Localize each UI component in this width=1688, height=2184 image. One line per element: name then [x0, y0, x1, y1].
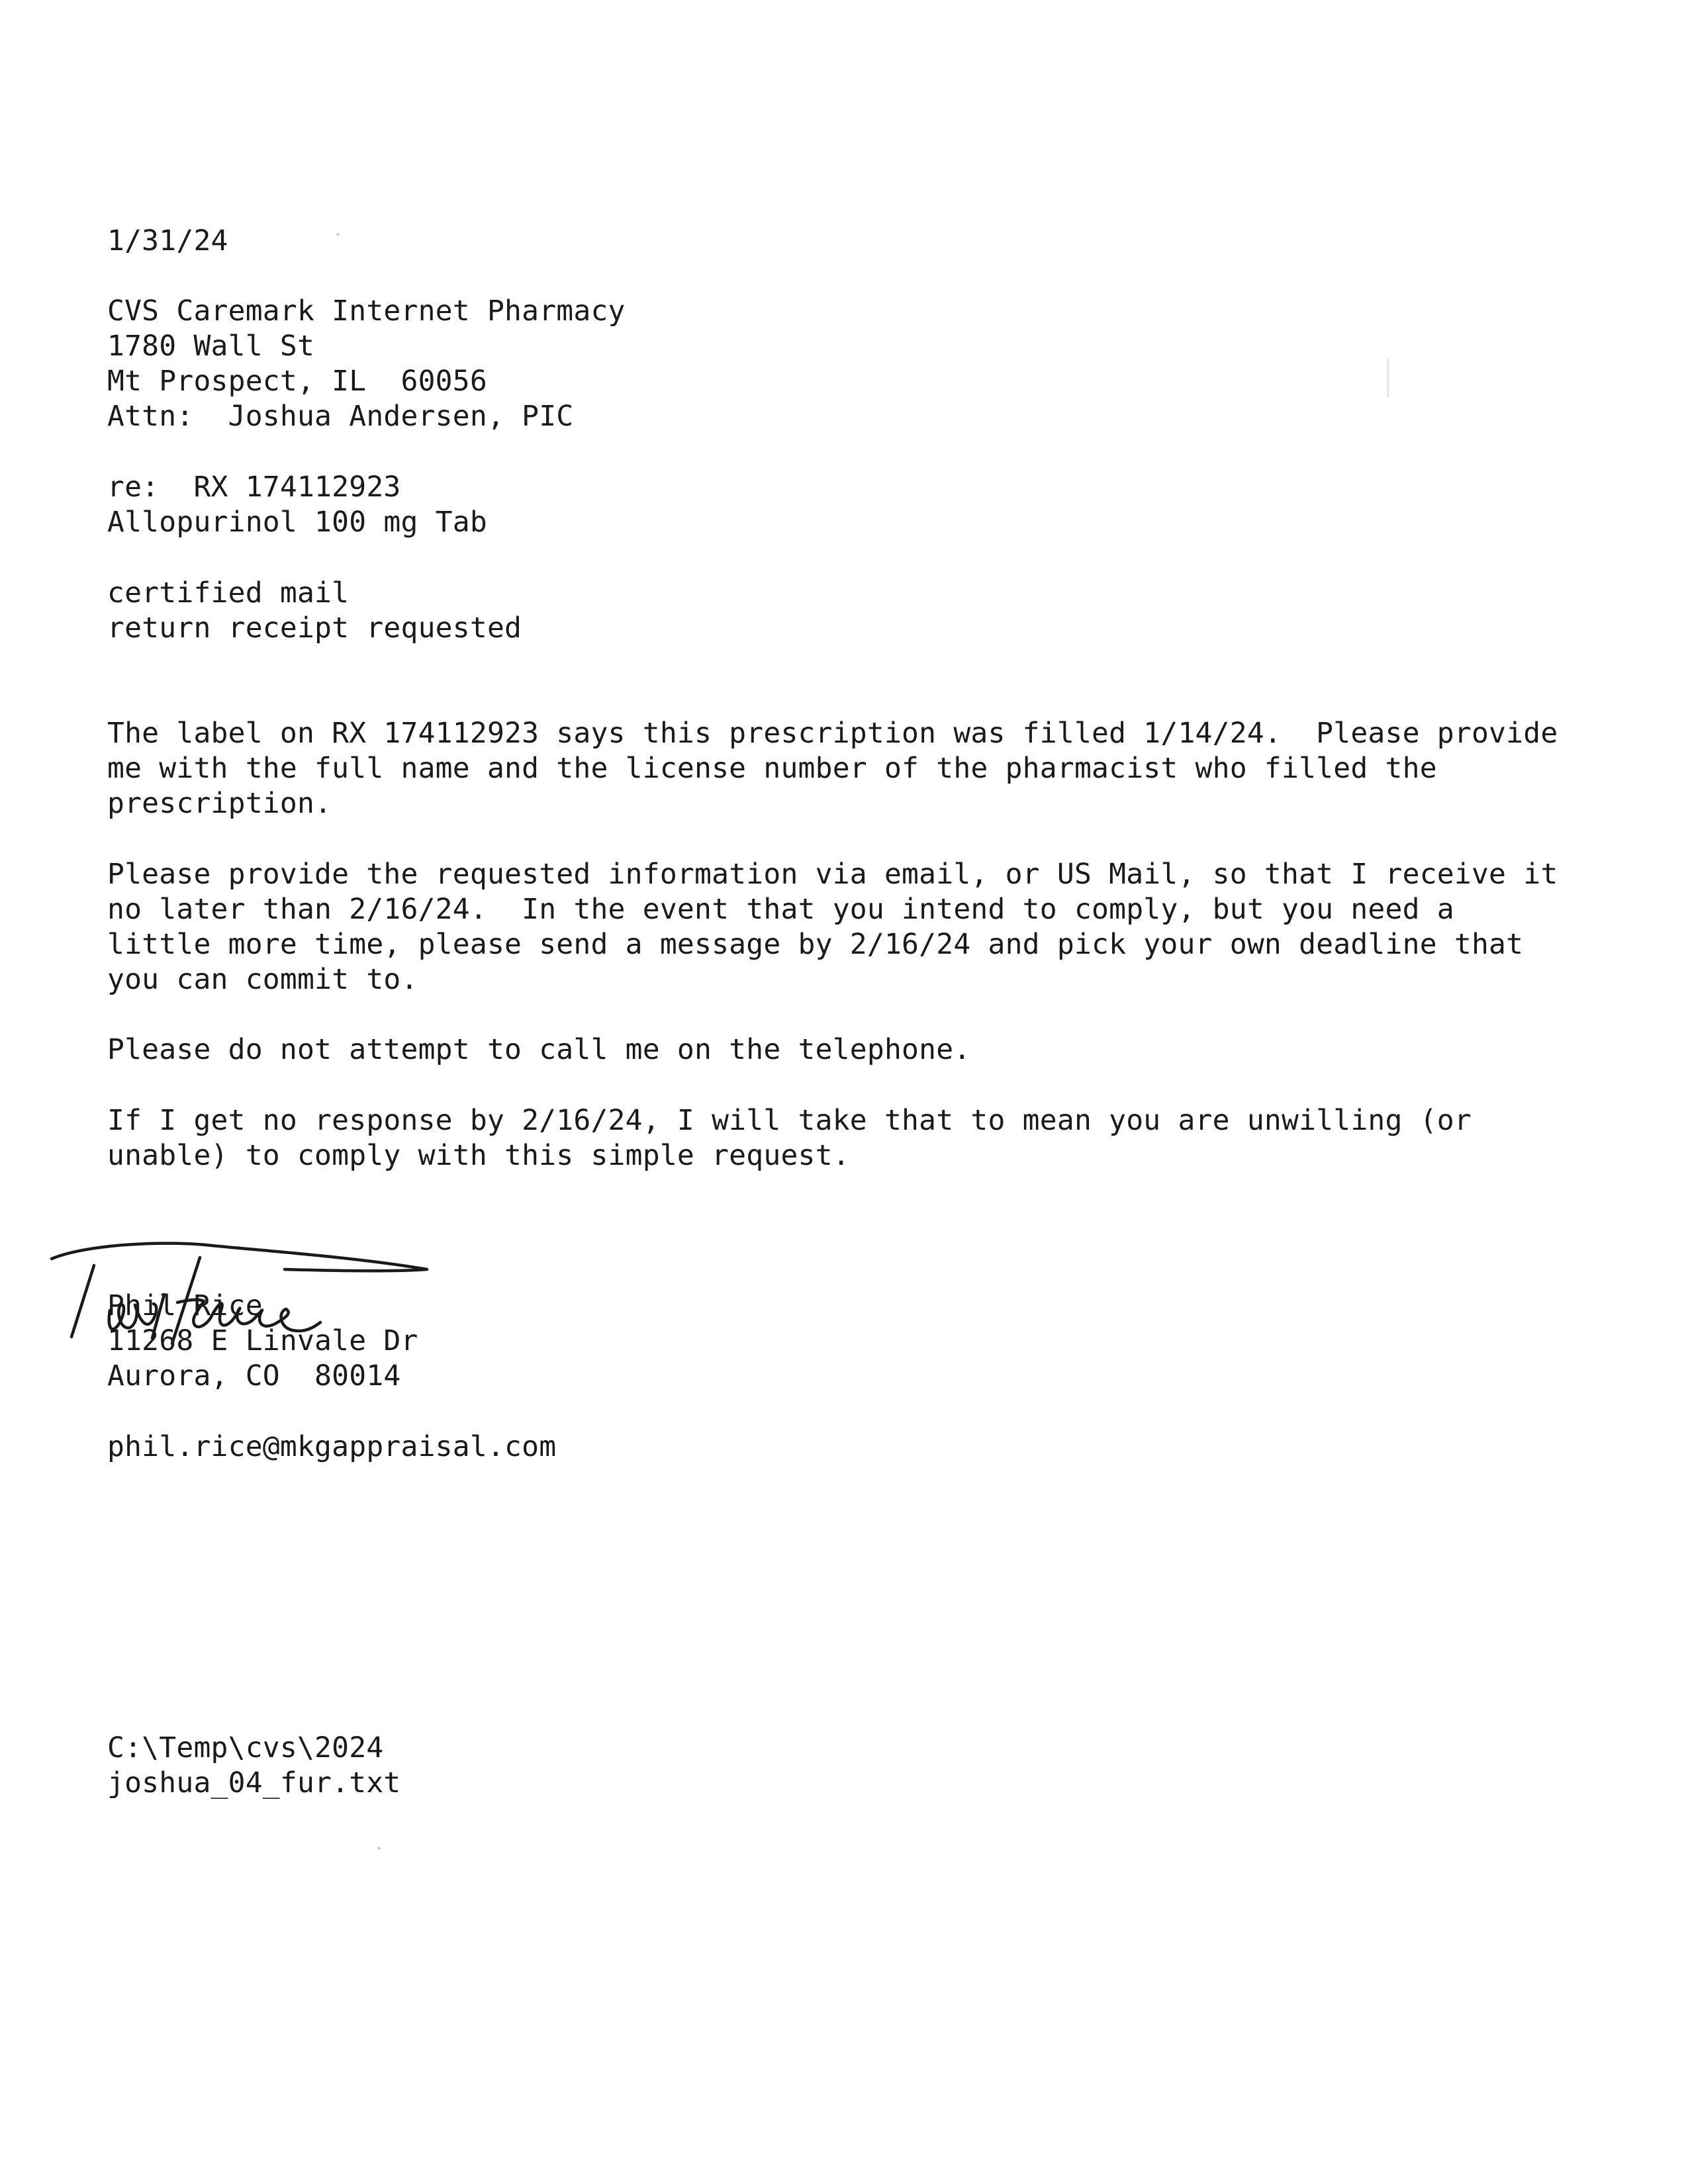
paragraph-1-line: prescription.	[107, 787, 332, 820]
delivery-receipt: return receipt requested	[107, 612, 522, 645]
sender-email: phil.rice@mkgappraisal.com	[107, 1430, 557, 1463]
sender-street: 11268 E Linvale Dr	[107, 1324, 418, 1357]
recipient-name: CVS Caremark Internet Pharmacy	[107, 295, 626, 328]
paragraph-2-line: Please provide the requested information via email, or US Mail, so that I receive it	[107, 858, 1558, 891]
paragraph-4-line: unable) to comply with this simple request.	[107, 1139, 850, 1172]
scan-speck	[1387, 357, 1389, 397]
paragraph-3-line: Please do not attempt to call me on the telephone.	[107, 1033, 971, 1066]
paragraph-1-line: me with the full name and the license number of the pharmacist who filled the	[107, 752, 1437, 785]
delivery-method: certified mail	[107, 576, 350, 610]
recipient-attention: Attn: Joshua Andersen, PIC	[107, 400, 574, 433]
recipient-street: 1780 Wall St	[107, 330, 315, 363]
footer-filename: joshua_04_fur.txt	[107, 1766, 401, 1799]
scan-speck	[336, 233, 340, 236]
paragraph-2-line: no later than 2/16/24. In the event that you intend to comply, but you need a	[107, 893, 1454, 926]
paragraph-2-line: little more time, please send a message by 2/16/24 and pick your own deadline that	[107, 928, 1524, 961]
scan-speck	[377, 1846, 381, 1850]
paragraph-1-line: The label on RX 174112923 says this prescription was filled 1/14/24. Please provide	[107, 717, 1558, 750]
sender-city: Aurora, CO 80014	[107, 1359, 401, 1392]
footer-path: C:\Temp\cvs\2024	[107, 1731, 384, 1764]
paragraph-4-line: If I get no response by 2/16/24, I will take that to mean you are unwilling (or	[107, 1104, 1472, 1137]
paragraph-2-line: you can commit to.	[107, 963, 418, 996]
letter-date: 1/31/24	[107, 224, 228, 257]
reference-drug: Allopurinol 100 mg Tab	[107, 506, 487, 539]
recipient-city: Mt Prospect, IL 60056	[107, 365, 487, 398]
reference-rx: re: RX 174112923	[107, 471, 401, 504]
sender-name: Phil Rice	[107, 1289, 263, 1322]
